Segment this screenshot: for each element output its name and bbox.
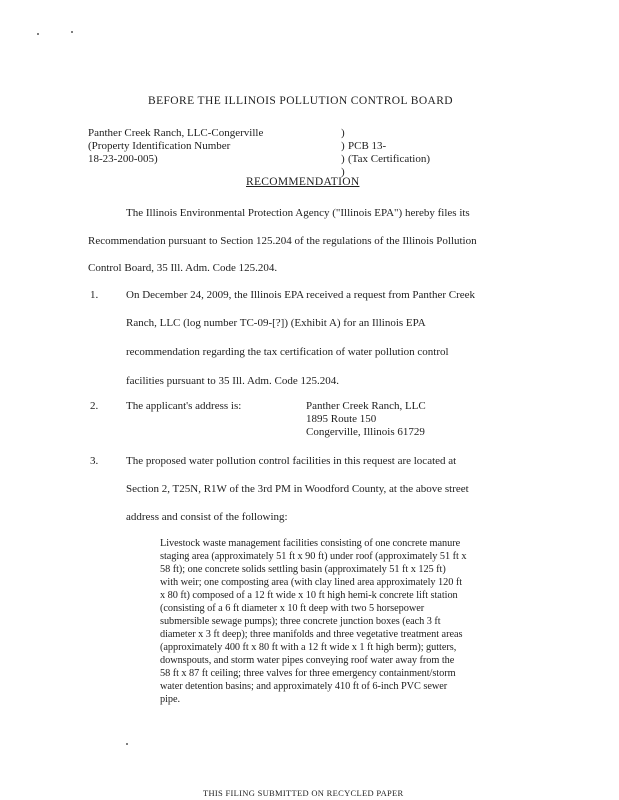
caption-bracket: ) [341, 140, 345, 152]
scan-speck [126, 743, 128, 745]
caption-party-line: Panther Creek Ranch, LLC-Congerville [88, 127, 264, 139]
facility-line: (approximately 400 ft x 80 ft with a 12 ft wide x 1 ft high berm); gutters, [160, 642, 457, 653]
document-title: BEFORE THE ILLINOIS POLLUTION CONTROL BOARD [148, 95, 454, 107]
scan-speck [71, 31, 73, 33]
facility-line: diameter x 3 ft deep); three manifolds and three vegetative treatment areas [160, 629, 463, 640]
caption-bracket: ) [341, 153, 345, 165]
paragraph-line: Ranch, LLC (log number TC-09-[?]) (Exhibit A) for an Illinois EPA [126, 317, 426, 329]
paragraph-line: recommendation regarding the tax certification of water pollution control [126, 346, 449, 358]
caption-party-line: (Property Identification Number [88, 140, 231, 152]
applicant-address-label: The applicant's address is: [126, 400, 242, 412]
facility-line: 58 ft); one concrete solids settling basin (approximately 51 ft x 125 ft) [160, 564, 446, 575]
paragraph-number: 3. [90, 455, 99, 467]
intro-line: The Illinois Environmental Protection Agency ("Illinois EPA") hereby files its [126, 207, 470, 219]
recommendation-heading: RECOMMENDATION [246, 176, 360, 188]
facility-line: x 80 ft) composed of a 12 ft wide x 10 ft high hemi-k concrete lift station [160, 590, 458, 601]
facility-line: water detention basins; and approximately 410 ft of 6-inch PVC sewer [160, 681, 448, 692]
caption-case-type: (Tax Certification) [348, 153, 431, 165]
paragraph-line: On December 24, 2009, the Illinois EPA received a request from Panther Creek [126, 289, 476, 301]
paragraph-line: The proposed water pollution control facilities in this request are located at [126, 455, 457, 467]
caption-party-line: 18-23-200-005) [88, 153, 158, 165]
recycled-paper-footer: THIS FILING SUBMITTED ON RECYCLED PAPER [203, 788, 404, 798]
facility-line: (consisting of a 6 ft diameter x 10 ft deep with two 5 horsepower [160, 603, 425, 614]
address-line: Congerville, Illinois 61729 [306, 426, 425, 438]
address-line: Panther Creek Ranch, LLC [306, 400, 426, 412]
scan-speck [37, 33, 39, 35]
facility-line: downspouts, and storm water pipes conveying roof water away from the [160, 655, 455, 666]
facility-line: submersible sewage pumps); three concrete junction boxes (each 3 ft [160, 616, 441, 627]
caption-bracket: ) [341, 166, 345, 178]
caption-case-number: PCB 13- [348, 140, 387, 152]
facility-line: Livestock waste management facilities consisting of one concrete manure [160, 538, 461, 549]
address-line: 1895 Route 150 [306, 413, 377, 425]
facility-line: staging area (approximately 51 ft x 90 ft) under roof (approximately 51 ft x [160, 551, 467, 562]
facility-line: 58 ft x 87 ft ceiling; three valves for three emergency containment/storm [160, 668, 456, 679]
facility-line: with weir; one composting area (with clay lined area approximately 120 ft [160, 577, 463, 588]
paragraph-line: Section 2, T25N, R1W of the 3rd PM in Woodford County, at the above street [126, 483, 469, 495]
caption-bracket: ) [341, 127, 345, 139]
intro-line: Control Board, 35 Ill. Adm. Code 125.204. [88, 262, 278, 274]
paragraph-number: 1. [90, 289, 99, 301]
facility-line: pipe. [160, 694, 181, 705]
intro-line: Recommendation pursuant to Section 125.204 of the regulations of the Illinois Pollution [88, 235, 477, 247]
paragraph-line: address and consist of the following: [126, 511, 288, 523]
facility-description [160, 537, 580, 706]
paragraph-line: facilities pursuant to 35 Ill. Adm. Code 125.204. [126, 375, 339, 387]
paragraph-number: 2. [90, 400, 99, 412]
